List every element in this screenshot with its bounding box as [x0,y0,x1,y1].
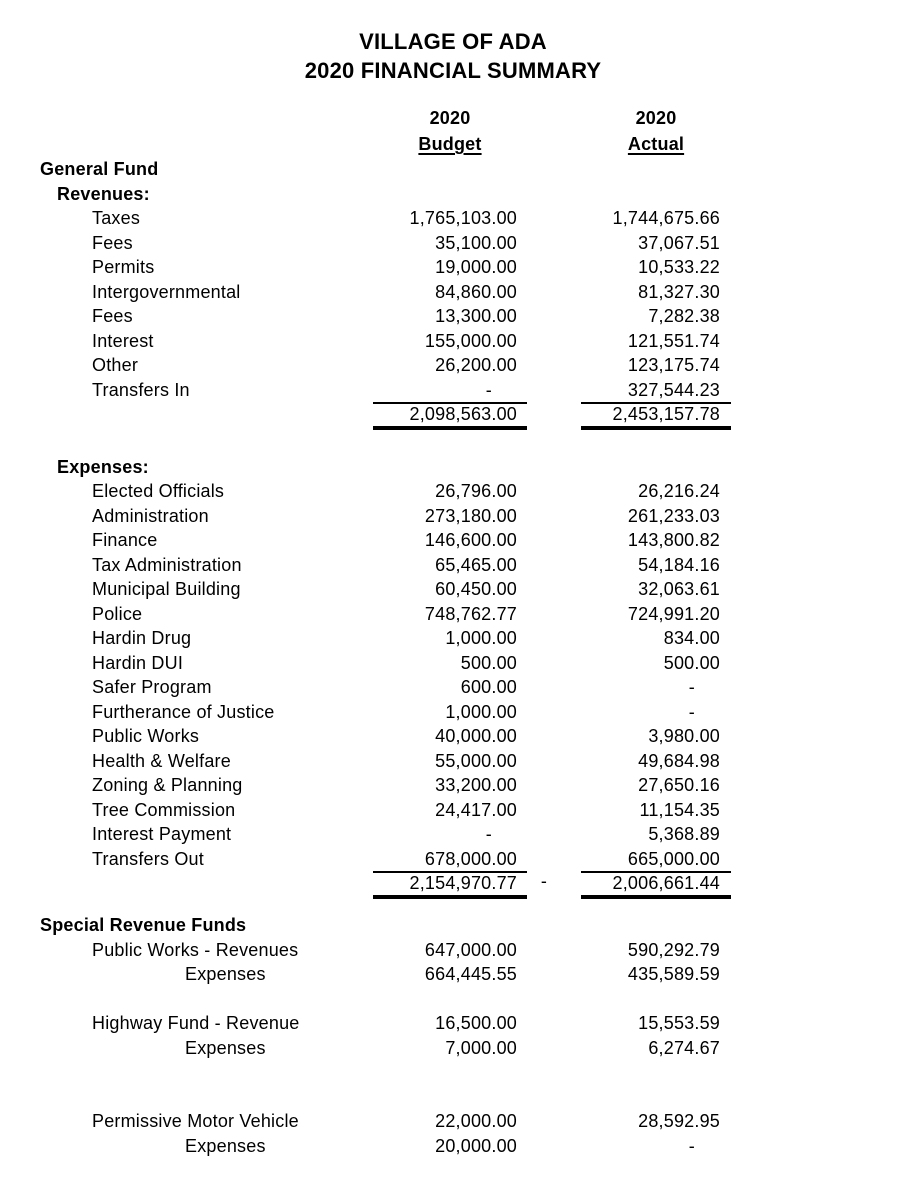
financial-table-body [0,157,906,1158]
row-label: Transfers Out [92,848,204,869]
budget-value: - [485,379,492,400]
table-row [0,602,906,627]
budget-value: 1,000.00 [445,628,517,648]
budget-value: 1,765,103.00 [409,208,517,228]
budget-value: - [485,824,492,844]
table-row [0,553,906,578]
row-label: Highway Fund - Revenue [92,1013,300,1033]
actual-value: 5,368.89 [648,824,720,844]
budget-value: 24,417.00 [435,799,517,820]
table-row [0,353,906,378]
table-row [0,938,906,963]
budget-value: 1,000.00 [445,701,517,722]
actual-value: 327,544.23 [627,379,720,400]
row-label: Interest [92,330,154,351]
row-label: Hardin Drug [92,628,192,648]
spacer-row [0,1085,906,1110]
actual-value: 724,991.20 [627,603,720,624]
budget-column-header [373,131,527,157]
budget-value: 146,600.00 [424,530,517,550]
budget-column-label: Budget [418,134,482,154]
table-row [0,329,906,354]
page-subtitle: 2020 FINANCIAL SUMMARY [304,58,602,83]
row-label: Health & Welfare [92,750,231,771]
table-row [0,504,906,529]
row-label: Expenses: [57,456,149,477]
actual-value: 143,800.82 [627,530,720,550]
actual-value: 27,650.16 [638,775,720,795]
actual-value: - [688,677,695,697]
budget-value: 600.00 [460,677,517,697]
budget-value: 20,000.00 [435,1135,517,1156]
table-row [0,182,906,207]
row-label: Interest Payment [92,824,232,844]
row-label: Elected Officials [92,481,225,501]
actual-value: 3,980.00 [648,726,720,746]
actual-value: 11,154.35 [639,799,720,820]
actual-value: 500.00 [663,652,720,673]
table-row [0,749,906,774]
budget-value: 748,762.77 [424,603,517,624]
actual-value: 15,553.59 [638,1013,720,1033]
budget-value: 500.00 [460,652,517,673]
actual-value: 28,592.95 [638,1111,720,1131]
budget-value: 40,000.00 [435,726,517,746]
actual-value: 261,233.03 [627,505,720,526]
row-label: Expenses [185,1135,266,1156]
actual-value: 54,184.16 [638,554,720,575]
total-row [0,871,906,899]
between-columns-dash: - [540,871,548,891]
row-label: Furtherance of Justice [92,701,275,722]
spacer-row [0,430,906,455]
row-label: Municipal Building [92,579,241,599]
row-label: Tax Administration [92,554,242,575]
actual-value: 2,006,661.44 [581,871,731,899]
actual-value: 10,533.22 [638,257,720,277]
table-row [0,962,906,987]
budget-value: 55,000.00 [435,750,517,771]
row-label: Expenses [185,1037,266,1058]
column-labels-row [0,131,906,157]
row-label: Public Works [92,726,200,746]
budget-value: 155,000.00 [424,330,517,351]
row-label: Police [92,603,143,624]
actual-column-label: Actual [627,134,685,154]
actual-value: 6,274.67 [648,1037,720,1058]
budget-value: 664,445.55 [424,964,517,984]
actual-value: 32,063.61 [638,579,720,599]
row-label: Fees [92,306,133,326]
table-row [0,822,906,847]
actual-value: 834.00 [663,628,720,648]
actual-value: - [688,701,695,722]
row-label: Fees [92,232,133,253]
actual-year-header: 2020 [635,108,677,128]
row-label: Transfers In [92,379,190,400]
budget-value: 2,154,970.77 [373,871,527,899]
row-label: Administration [92,505,209,526]
table-row [0,479,906,504]
budget-value: 26,200.00 [435,355,517,375]
budget-value: 7,000.00 [445,1037,517,1058]
budget-value: 19,000.00 [435,257,517,277]
actual-value: 1,744,675.66 [612,208,720,228]
actual-value: 665,000.00 [627,848,720,869]
budget-value: 60,450.00 [435,579,517,599]
table-row [0,847,906,872]
row-label: Finance [92,530,158,550]
row-label: Other [92,355,139,375]
budget-value: 26,796.00 [435,481,517,501]
budget-value: 273,180.00 [424,505,517,526]
actual-value: 123,175.74 [627,355,720,375]
table-row [0,378,906,403]
budget-value: 35,100.00 [435,232,517,253]
table-row [0,798,906,823]
table-row [0,626,906,651]
row-label: Expenses [185,964,266,984]
row-label: Revenues: [57,183,150,204]
budget-value: 84,860.00 [435,281,517,302]
actual-value: 7,282.38 [648,306,720,326]
table-row [0,577,906,602]
table-row [0,280,906,305]
actual-value: 81,327.30 [638,281,720,302]
table-row [0,675,906,700]
table-row [0,1036,906,1061]
row-label: Hardin DUI [92,652,184,673]
table-row [0,700,906,725]
row-label: Public Works - Revenues [92,939,299,960]
row-label: Intergovernmental [92,281,241,302]
table-row [0,455,906,480]
row-label: Taxes [92,208,141,228]
budget-value: 647,000.00 [424,939,517,960]
budget-value: 13,300.00 [435,306,517,326]
row-label: Zoning & Planning [92,775,243,795]
actual-value: 590,292.79 [627,939,720,960]
table-row [0,913,906,938]
header-gap [0,85,906,105]
budget-value: 33,200.00 [435,775,517,795]
budget-value: 678,000.00 [424,848,517,869]
actual-value: 49,684.98 [638,750,720,771]
table-row [0,1109,906,1134]
spacer-row [0,1060,906,1085]
table-row [0,157,906,182]
row-label: Special Revenue Funds [40,915,247,935]
table-row [0,1134,906,1159]
budget-value: 2,098,563.00 [373,402,527,430]
spacer-row [0,987,906,1012]
budget-value: 22,000.00 [435,1111,517,1131]
table-row [0,206,906,231]
actual-value: - [688,1135,695,1156]
table-row [0,773,906,798]
table-row [0,724,906,749]
column-years-row [0,105,906,131]
table-row [0,304,906,329]
table-row [0,1011,906,1036]
row-label: Tree Commission [92,799,236,820]
actual-value: 2,453,157.78 [581,402,731,430]
actual-value: 121,551.74 [627,330,720,351]
spacer-row [0,899,906,913]
budget-value: 16,500.00 [435,1013,517,1033]
row-label: Permits [92,257,155,277]
total-row [0,402,906,430]
actual-value: 37,067.51 [638,232,720,253]
actual-value: 26,216.24 [638,481,720,501]
budget-value: 65,465.00 [435,554,517,575]
row-label: Safer Program [92,677,212,697]
table-row [0,528,906,553]
table-row [0,231,906,256]
budget-year-header: 2020 [429,108,471,128]
actual-column-header [581,131,731,157]
table-row [0,255,906,280]
row-label: Permissive Motor Vehicle [92,1111,299,1131]
page-title: VILLAGE OF ADA [359,29,547,54]
table-row [0,651,906,676]
row-label: General Fund [40,159,159,179]
actual-value: 435,589.59 [627,964,720,984]
